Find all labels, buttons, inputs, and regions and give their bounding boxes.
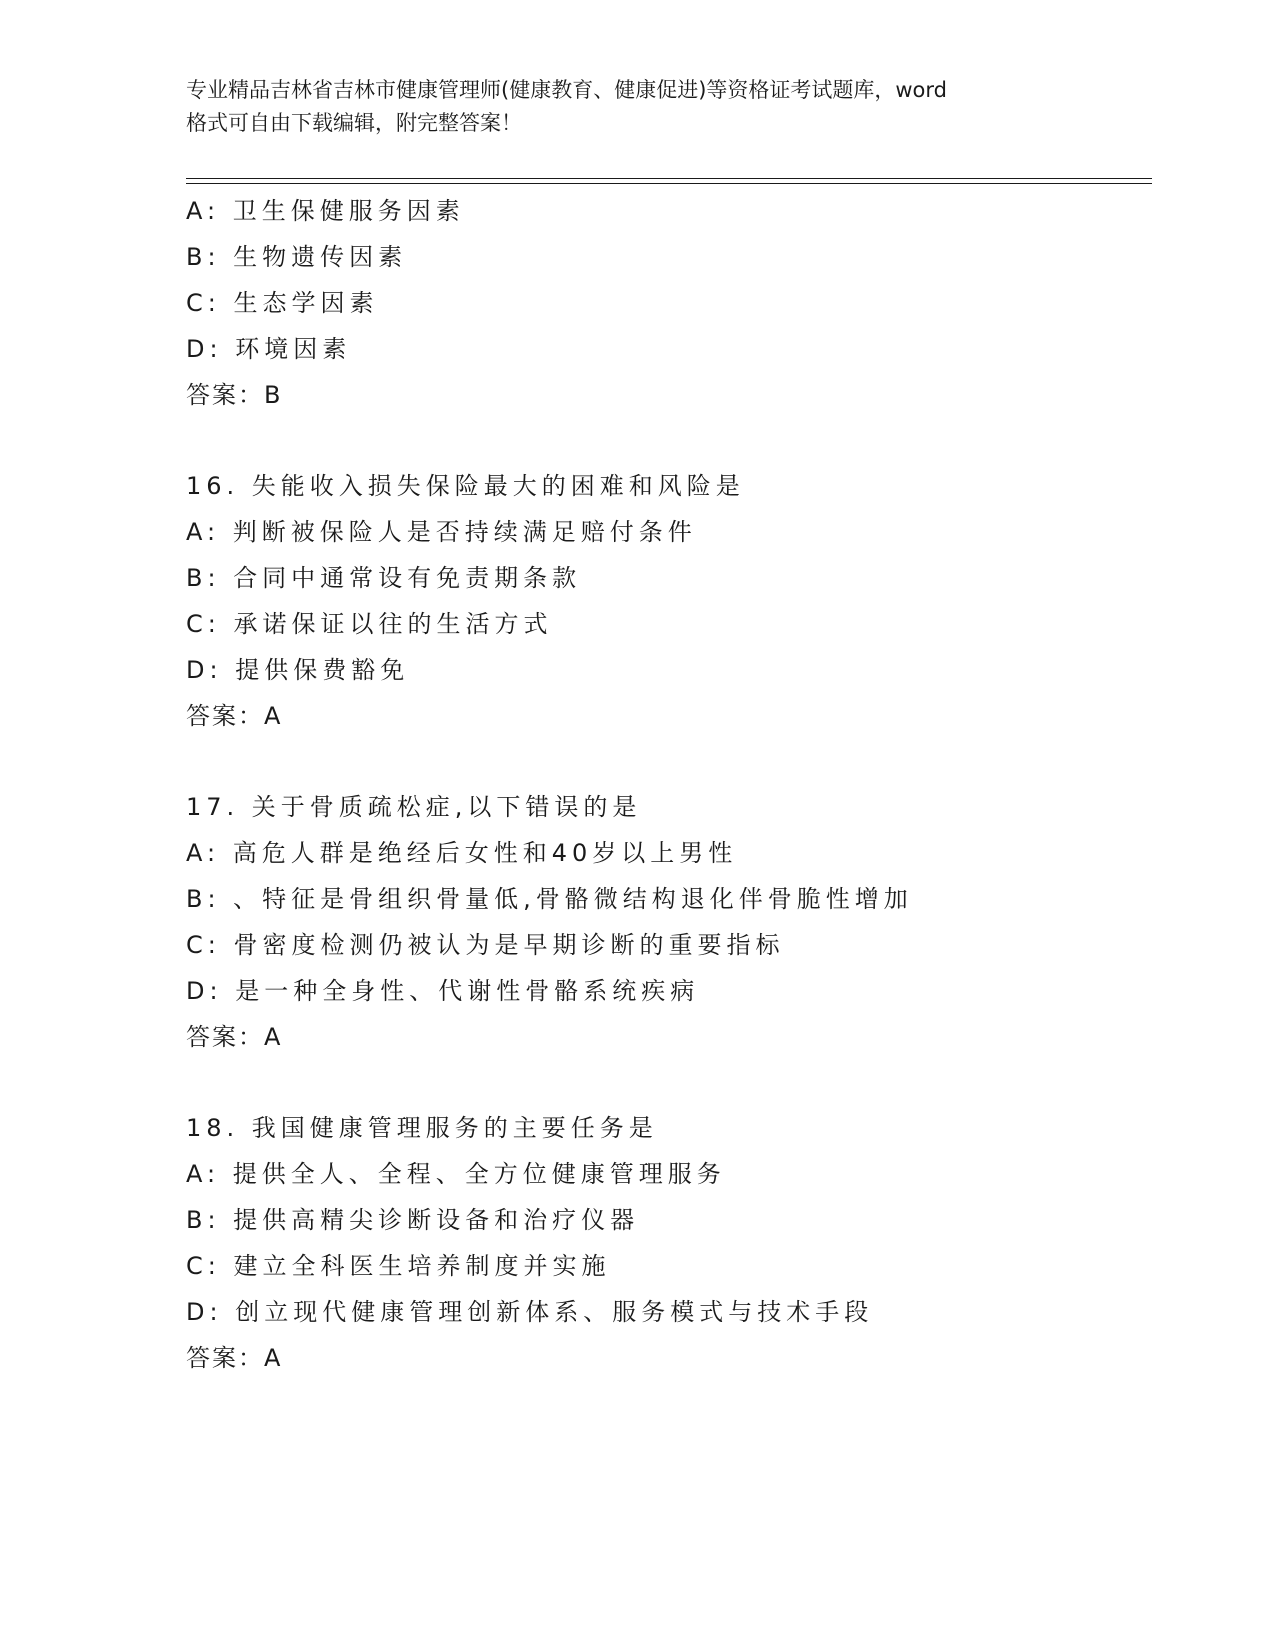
option-a: A: 提供全人、全程、全方位健康管理服务: [186, 1160, 726, 1188]
option-d: D: 环境因素: [186, 335, 352, 363]
question-block-16: [186, 463, 1146, 739]
option-c: C: 骨密度检测仍被认为是早期诊断的重要指标: [186, 931, 785, 959]
option-a: A: 判断被保险人是否持续满足赔付条件: [186, 518, 697, 546]
option-b: B: 、特征是骨组织骨量低,骨骼微结构退化伴骨脆性增加: [186, 885, 913, 913]
option-c: C: 建立全科医生培养制度并实施: [186, 1252, 611, 1280]
question-stem: 17. 关于骨质疏松症,以下错误的是: [186, 793, 642, 821]
answer-line: 答案：A: [186, 1023, 283, 1051]
question-stem: 18. 我国健康管理服务的主要任务是: [186, 1114, 658, 1142]
option-b: B: 合同中通常设有免责期条款: [186, 564, 582, 592]
option-d: D: 创立现代健康管理创新体系、服务模式与技术手段: [186, 1298, 874, 1326]
answer-line: 答案：A: [186, 1344, 283, 1372]
option-b: B: 生物遗传因素: [186, 243, 408, 271]
question-list: [186, 188, 1146, 1381]
option-a: A: 卫生保健服务因素: [186, 197, 465, 225]
header-divider-bottom: [186, 183, 1152, 184]
option-d: D: 提供保费豁免: [186, 656, 410, 684]
document-header: [186, 74, 1086, 140]
question-block-15: [186, 188, 1146, 418]
question-stem: 16. 失能收入损失保险最大的困难和风险是: [186, 472, 745, 500]
option-a: A: 高危人群是绝经后女性和40岁以上男性: [186, 839, 738, 867]
option-b: B: 提供高精尖诊断设备和治疗仪器: [186, 1206, 640, 1234]
option-c: C: 承诺保证以往的生活方式: [186, 610, 553, 638]
header-line-2: 格式可自由下载编辑，附完整答案！: [186, 111, 522, 135]
option-d: D: 是一种全身性、代谢性骨骼系统疾病: [186, 977, 700, 1005]
answer-line: 答案：B: [186, 381, 283, 409]
header-divider-top: [186, 178, 1152, 179]
answer-line: 答案：A: [186, 702, 283, 730]
question-block-18: [186, 1105, 1146, 1381]
question-block-17: [186, 784, 1146, 1060]
header-line-1: 专业精品吉林省吉林市健康管理师(健康教育、健康促进)等资格证考试题库，word: [186, 78, 948, 102]
option-c: C: 生态学因素: [186, 289, 379, 317]
